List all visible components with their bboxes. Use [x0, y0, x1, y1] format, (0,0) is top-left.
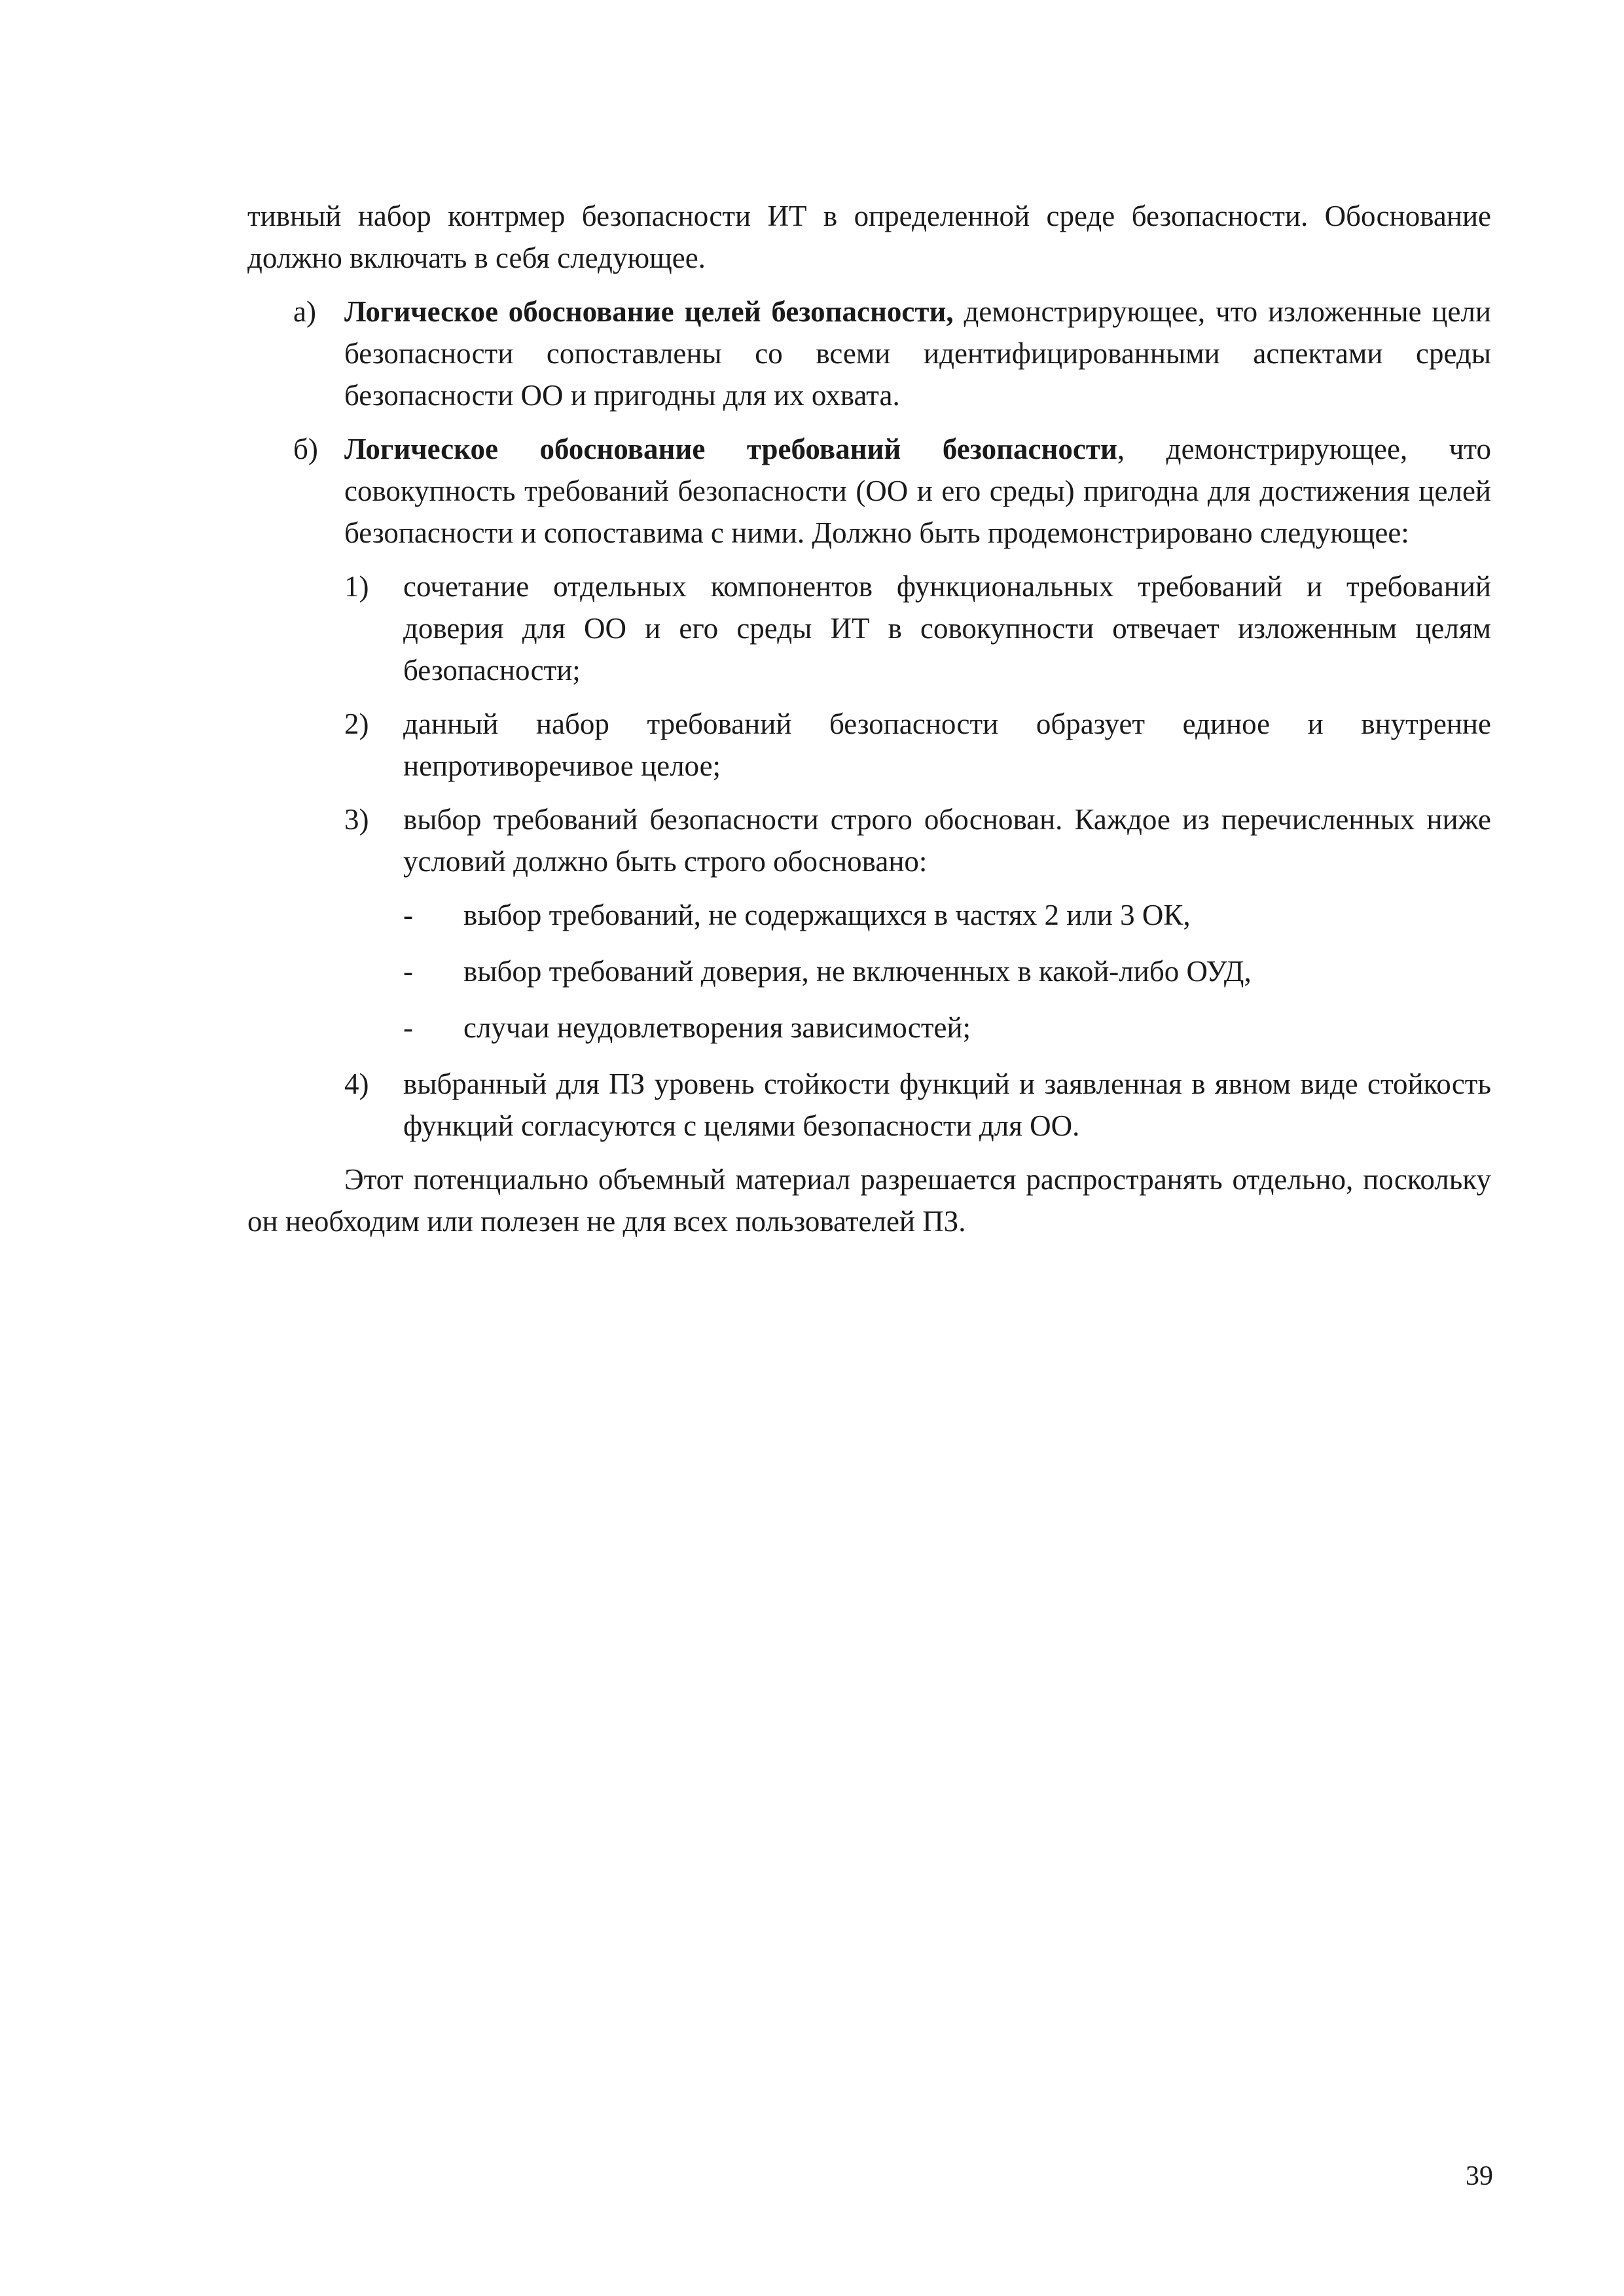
dash-item-2: [247, 950, 1491, 992]
subitem-4: [247, 1063, 1491, 1147]
list-item-b: [247, 428, 1491, 554]
subitem-2: [247, 703, 1491, 787]
subitem-1: [247, 565, 1491, 691]
list-marker: б): [293, 433, 318, 465]
list-marker: 4): [344, 1067, 369, 1100]
item-heading: Логическое обоснование требований безопасности: [344, 433, 1117, 465]
item-text: демонстрирующее, что изложенные цели безопасности сопоставлены со всеми идентифицированными аспектами среды безопасности ОО и пригодны для их охвата.: [344, 295, 1491, 412]
closing-paragraph: Этот потенциально объемный материал разрешается распространять отдельно, поскольку он необходим или полезен не для всех пользователей ПЗ.: [247, 1163, 1491, 1238]
dash-marker: -: [403, 899, 413, 931]
item-heading: Логическое обоснование целей безопасности,: [344, 295, 954, 328]
dash-text: выбор требований, не содержащихся в частях 2 или 3 ОК,: [463, 899, 1191, 931]
subitem-text: сочетание отдельных компонентов функциональных требований и требований доверия для ОО и его среды ИТ в совокупности отвечает изложенным целям безопасности;: [403, 570, 1491, 687]
page-number: 39: [1466, 2161, 1493, 2191]
list-marker: 1): [344, 570, 369, 603]
dash-marker: -: [403, 955, 413, 988]
subitem-3: [247, 798, 1491, 882]
subitem-text: данный набор требований безопасности образует единое и внутренне непротиворечивое целое;: [403, 708, 1491, 782]
intro-paragraph: тивный набор контрмер безопасности ИТ в определенной среде безопасности. Обоснование должно включать в себя следующее.: [247, 200, 1491, 274]
subitem-text: выбранный для ПЗ уровень стойкости функций и заявленная в явном виде стойкость функций согласуются с целями безопасности для ОО.: [403, 1067, 1491, 1142]
list-marker: 2): [344, 708, 369, 740]
subitem-text: выбор требований безопасности строго обоснован. Каждое из перечисленных ниже условий должно быть строго обосновано:: [403, 803, 1491, 878]
item-text: , демонстрирующее, что совокупность требований безопасности (ОО и его среды) пригодна для достижения целей безопасности и сопоставима с ними. Должно быть продемонстрировано следующее:: [344, 433, 1491, 549]
dash-text: случаи неудовлетворения зависимостей;: [463, 1011, 971, 1044]
dash-marker: -: [403, 1011, 413, 1044]
dash-item-1: [247, 894, 1491, 936]
list-marker: а): [293, 295, 316, 328]
dash-item-3: [247, 1007, 1491, 1049]
list-marker: 3): [344, 803, 369, 836]
body-text: [247, 195, 1491, 1242]
list-item-a: [247, 291, 1491, 416]
dash-text: выбор требований доверия, не включенных в какой-либо ОУД,: [463, 955, 1252, 988]
